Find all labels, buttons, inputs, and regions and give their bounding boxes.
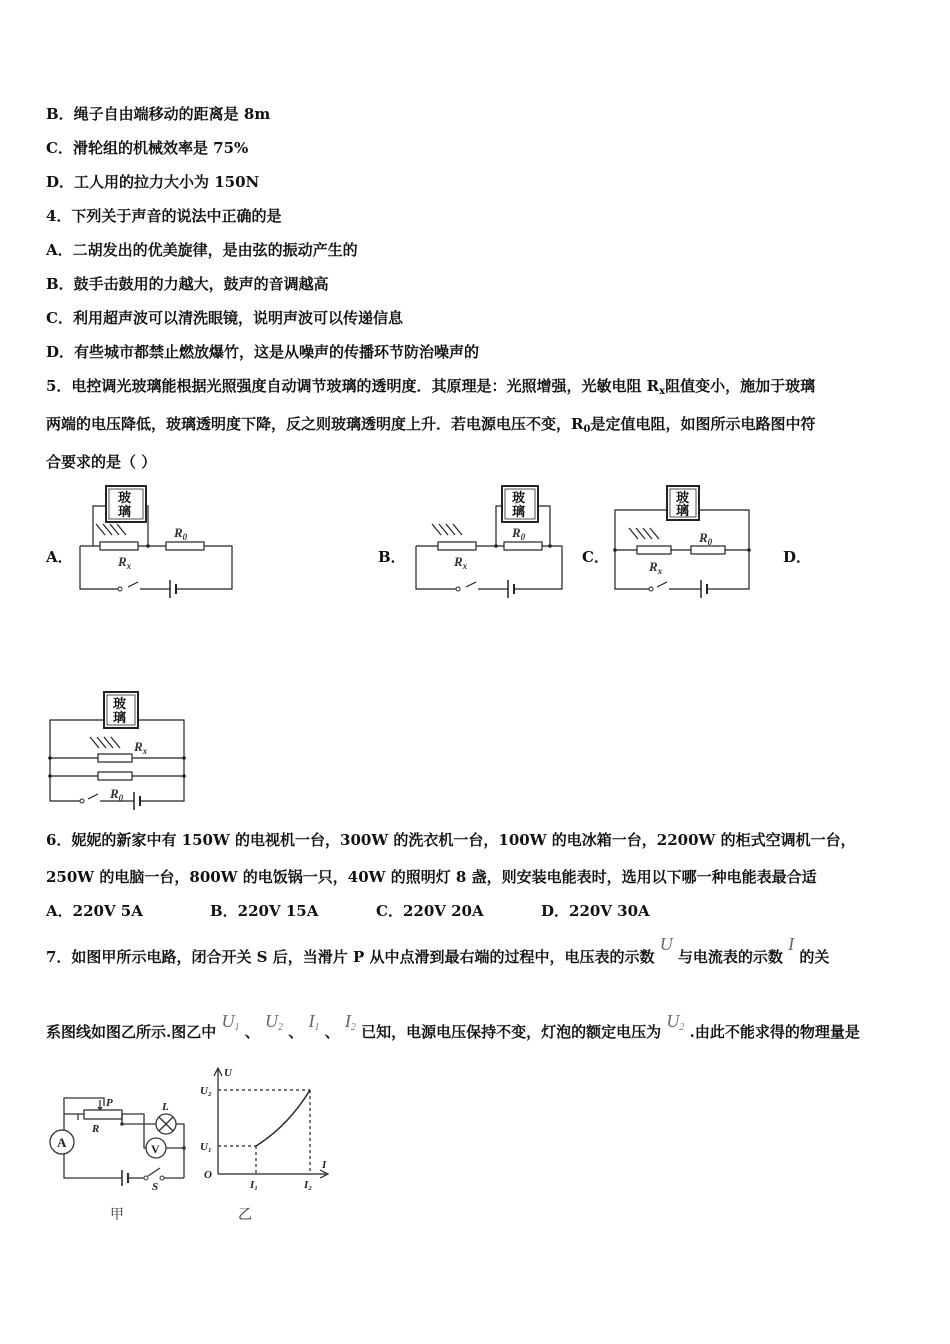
q4-stem: 4．下列关于声音的说法中正确的是 (46, 207, 282, 225)
ammeter-label: A (57, 1135, 67, 1150)
q4-option-d: D．有些城市都禁止燃放爆竹，这是从噪声的传播环节防治噪声的 (46, 343, 480, 361)
q5-line1-text-a: 5．电控调光玻璃能根据光照强度自动调节玻璃的透明度．其原理是：光照增强，光敏电阻 R (46, 377, 660, 395)
lamp-l-label: L (162, 1101, 169, 1113)
circuit-a-diagram (60, 480, 240, 600)
q5-line1-text-b: 阻值变小，施加于玻璃 (665, 377, 816, 395)
r0-label: $R_0$ (699, 530, 713, 547)
fig-yi-caption: 乙 (238, 1207, 252, 1223)
q7-separator: 、 (288, 1023, 304, 1041)
rx-label: $R_x$ (649, 559, 663, 576)
switch-s-label: S (152, 1181, 159, 1193)
q7-symbol-i1: $I_1$ (308, 1011, 320, 1033)
voltmeter-label: V (151, 1142, 160, 1156)
glass-label-char1: 玻 (676, 491, 690, 506)
slider-p-label: P (106, 1097, 113, 1109)
q7-symbol-i: I (788, 934, 795, 954)
glass-label-char2: 璃 (512, 505, 526, 520)
q7-separator: 、 (244, 1023, 260, 1041)
q6-stem-line1: 6．妮妮的新家中有 150W 的电视机一台，300W 的洗衣机一台，100W 的电冰箱一台，2200W 的柜式空调机一台， (46, 831, 856, 849)
q5-line2-text-b: 是定值电阻，如图所示电路图中符 (590, 415, 816, 433)
r0-label: $R_0$ (512, 525, 526, 542)
q5-line1-subscript: x (659, 386, 666, 397)
q3-option-d: D．工人用的拉力大小为 150N (46, 173, 260, 191)
q7-line1-text-a: 7．如图甲所示电路，闭合开关 S 后，当滑片 P 从中点滑到最右端的过程中，电压表的示数 (46, 948, 655, 966)
q5-stem-line2 (46, 413, 815, 435)
q5-line2-text-a: 两端的电压降低，玻璃透明度下降，反之则玻璃透明度上升．若电源电压不变，R (46, 415, 584, 433)
tick-u2-label: U₂ (200, 1085, 212, 1097)
q5-stem-line3: 合要求的是（ ） (46, 453, 157, 471)
circuit-b-diagram (400, 480, 580, 600)
axis-i-label: I (322, 1159, 327, 1171)
q7-symbol-rated-u2: $U_2$ (666, 1011, 685, 1033)
q3-option-b: B．绳子自由端移动的距离是 8m (46, 105, 271, 123)
tick-i2-label: I₂ (304, 1179, 313, 1191)
q7-graph-yi (198, 1064, 338, 1194)
q5-label-b: B． (378, 548, 406, 566)
q4-option-b: B．鼓手击鼓用的力越大，鼓声的音调越高 (46, 275, 329, 293)
axis-u-label: U (224, 1067, 232, 1079)
q3-option-c: C．滑轮组的机械效率是 75% (46, 139, 249, 157)
glass-label-char1: 玻 (512, 491, 526, 506)
q6-option-c: C．220V 20A (376, 902, 484, 920)
q5-line2-subscript: 0 (583, 424, 591, 435)
glass-label-char2: 璃 (113, 711, 127, 726)
q7-circuit-jia (44, 1090, 194, 1200)
r0-label: $R_0$ (174, 525, 188, 542)
q6-option-d: D．220V 30A (541, 902, 650, 920)
q4-option-a: A．二胡发出的优美旋律，是由弦的振动产生的 (46, 241, 358, 259)
q7-stem-line2 (46, 1011, 860, 1043)
q5-label-a: A． (46, 548, 73, 566)
q7-symbol-u: U (659, 934, 673, 954)
rx-label: $R_x$ (134, 739, 148, 756)
q6-stem-line2: 250W 的电脑一台，800W 的电饭锅一只，40W 的照明灯 8 盏，则安装电能表时，选用以下哪一种电能表最合适 (46, 868, 817, 886)
rheostat-r-label: R (92, 1123, 100, 1135)
tick-u1-label: U₁ (200, 1141, 212, 1153)
glass-label-char1: 玻 (113, 697, 127, 712)
q5-stem-line1 (46, 375, 815, 397)
q4-option-c: C．利用超声波可以清洗眼镜，说明声波可以传递信息 (46, 309, 403, 327)
q7-line1-text-b: 与电流表的示数 (677, 948, 783, 966)
glass-label-char2: 璃 (676, 504, 690, 519)
q7-line2-text-c: .由此不能求得的物理量是 (689, 1023, 860, 1041)
q7-symbol-u1: $U_1$ (221, 1011, 240, 1033)
q5-label-c: C． (582, 548, 609, 566)
rx-label: $R_x$ (454, 554, 468, 571)
tick-i1-label: I₁ (250, 1179, 259, 1191)
glass-label-char1: 玻 (118, 491, 132, 506)
q6-option-b: B．220V 15A (210, 902, 319, 920)
q7-symbol-u2: $U_2$ (264, 1011, 283, 1033)
q7-line2-text-a: 系图线如图乙所示.图乙中 (46, 1023, 217, 1041)
fig-jia-caption: 甲 (110, 1207, 124, 1223)
axis-origin-label: O (204, 1169, 212, 1181)
circuit-d-diagram (44, 688, 194, 810)
q7-stem-line1 (46, 934, 830, 967)
q7-line2-text-b: 已知，电源电压保持不变，灯泡的额定电压为 (361, 1023, 662, 1041)
q7-symbol-i2: $I_2$ (344, 1011, 356, 1033)
q5-label-d: D． (783, 548, 812, 566)
q7-separator: 、 (324, 1023, 340, 1041)
circuit-c-diagram (605, 480, 765, 600)
rx-label: $R_x$ (118, 554, 132, 571)
r0-label: $R_0$ (110, 786, 124, 803)
q7-line1-text-c: 的关 (799, 948, 830, 966)
q6-option-a: A．220V 5A (46, 902, 143, 920)
glass-label-char2: 璃 (118, 505, 132, 520)
